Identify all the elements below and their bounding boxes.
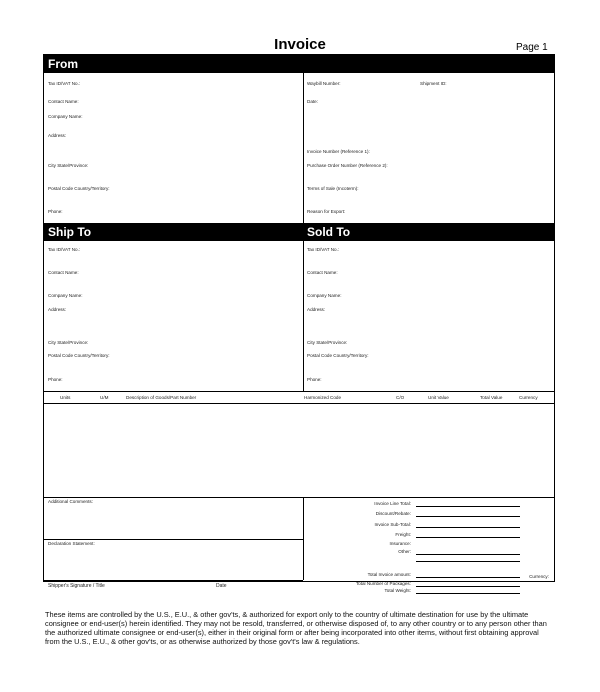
signature-date-field[interactable]: Date xyxy=(216,583,227,589)
total-invoice-amount-input[interactable] xyxy=(416,577,520,578)
additional-comments-field[interactable]: Additional Comments: xyxy=(48,499,93,504)
col-harmonized-code: Harmonized Code xyxy=(304,395,342,400)
from-tax-id-field[interactable]: Tax ID/VAT No.: xyxy=(48,81,81,86)
from-phone-field[interactable]: Phone: xyxy=(48,209,63,214)
po-number-field[interactable]: Purchase Order Number (Reference 2): xyxy=(307,163,388,168)
shipper-signature-field[interactable]: Shipper's Signature / Title xyxy=(48,583,105,589)
other-label: Other: xyxy=(398,549,411,554)
signature-line xyxy=(44,580,303,581)
from-divider xyxy=(303,73,304,223)
terms-of-sale-field[interactable]: Terms of Sale (Incoterm): xyxy=(307,186,359,191)
sold-address-field[interactable]: Address: xyxy=(307,307,326,312)
items-area[interactable] xyxy=(44,404,554,497)
sold-company-name-field[interactable]: Company Name: xyxy=(307,293,342,298)
reason-for-export-field[interactable]: Reason for Export: xyxy=(307,209,346,214)
col-um: U/M xyxy=(100,395,109,400)
page-number: Page 1 xyxy=(516,42,548,53)
ship-company-name-field[interactable]: Company Name: xyxy=(48,293,83,298)
total-invoice-amount-label: Total Invoice amount: xyxy=(367,572,411,577)
col-description: Description of Goods/Part Number xyxy=(126,395,197,400)
sold-phone-field[interactable]: Phone: xyxy=(307,377,322,382)
from-header: From xyxy=(44,55,554,73)
col-currency: Currency xyxy=(519,395,538,400)
ship-sold-header-bar xyxy=(44,223,554,241)
ship-to-header: Ship To xyxy=(48,225,92,239)
insurance-label: Insurance: xyxy=(389,541,411,546)
ship-city-field[interactable]: City State/Province: xyxy=(48,340,89,345)
sold-contact-name-field[interactable]: Contact Name: xyxy=(307,270,338,275)
declaration-statement-field[interactable]: Declaration Statement: xyxy=(48,541,95,546)
comments-top-line xyxy=(44,497,554,498)
freight-input[interactable] xyxy=(416,537,520,538)
sub-total-input[interactable] xyxy=(416,527,520,528)
sold-postal-field[interactable]: Postal Code Country/Territory: xyxy=(307,353,369,358)
total-weight-input[interactable] xyxy=(416,593,520,594)
col-units: Units xyxy=(60,395,71,400)
invoice-form xyxy=(43,54,555,593)
ship-sold-divider xyxy=(303,241,304,391)
waybill-field[interactable]: Waybill Number: xyxy=(307,81,341,86)
page-title: Invoice xyxy=(274,36,326,53)
ship-contact-name-field[interactable]: Contact Name: xyxy=(48,270,79,275)
col-co: C/O xyxy=(396,395,405,400)
invoice-line-total-label: Invoice Line Total: xyxy=(374,501,411,506)
shipment-id-field[interactable]: Shipment ID: xyxy=(420,81,447,86)
invoice-number-field[interactable]: Invoice Number (Reference 1): xyxy=(307,149,370,154)
total-packages-label: Total Number of Packages: xyxy=(355,581,411,586)
other-input[interactable] xyxy=(416,554,520,555)
items-top-line xyxy=(44,391,554,392)
blank-input[interactable] xyxy=(416,561,520,562)
ship-address-field[interactable]: Address: xyxy=(48,307,67,312)
date-field[interactable]: Date: xyxy=(307,99,318,104)
from-postal-field[interactable]: Postal Code Country/Territory: xyxy=(48,186,110,191)
from-city-field[interactable]: City State/Province: xyxy=(48,163,89,168)
total-weight-label: Total Weight: xyxy=(384,588,411,593)
from-company-name-field[interactable]: Company Name: xyxy=(48,114,83,119)
from-contact-name-field[interactable]: Contact Name: xyxy=(48,99,79,104)
sold-to-header: Sold To xyxy=(307,225,351,239)
col-total-value: Total Value xyxy=(480,395,503,400)
from-address-field[interactable]: Address: xyxy=(48,133,67,138)
invoice-line-total-input[interactable] xyxy=(416,506,520,507)
comments-divider xyxy=(303,497,304,580)
freight-label: Freight: xyxy=(395,532,411,537)
ship-postal-field[interactable]: Postal Code Country/Territory: xyxy=(48,353,110,358)
sold-tax-id-field[interactable]: Tax ID/VAT No.: xyxy=(307,247,340,252)
sold-city-field[interactable]: City State/Province: xyxy=(307,340,348,345)
discount-input[interactable] xyxy=(416,516,520,517)
discount-label: Discount/Rebate: xyxy=(375,511,411,516)
sub-total-label: Invoice Sub-Total: xyxy=(374,522,411,527)
export-control-statement: These items are controlled by the U.S., E.U., & other gov'ts, & authorized for export only to the country of ultimate destination for use by the ultimate consignee or end-user(s) herein identified. They may not be resold, transferred, or otherwise disposed of, to any other country or to any person other than the authorized ultimate consignee or end-user(s), either in their original form or after being incorporated into other items, without first obtaining approval from the U.S., E.U., & other gov'ts, or as otherwise authorized by those gov't's law & regulations. xyxy=(45,610,547,646)
ship-phone-field[interactable]: Phone: xyxy=(48,377,63,382)
ship-tax-id-field[interactable]: Tax ID/VAT No.: xyxy=(48,247,81,252)
declaration-line xyxy=(44,539,303,540)
total-packages-input[interactable] xyxy=(416,586,520,587)
currency-label: Currency: xyxy=(529,574,549,579)
col-unit-value: Unit Value xyxy=(428,395,449,400)
